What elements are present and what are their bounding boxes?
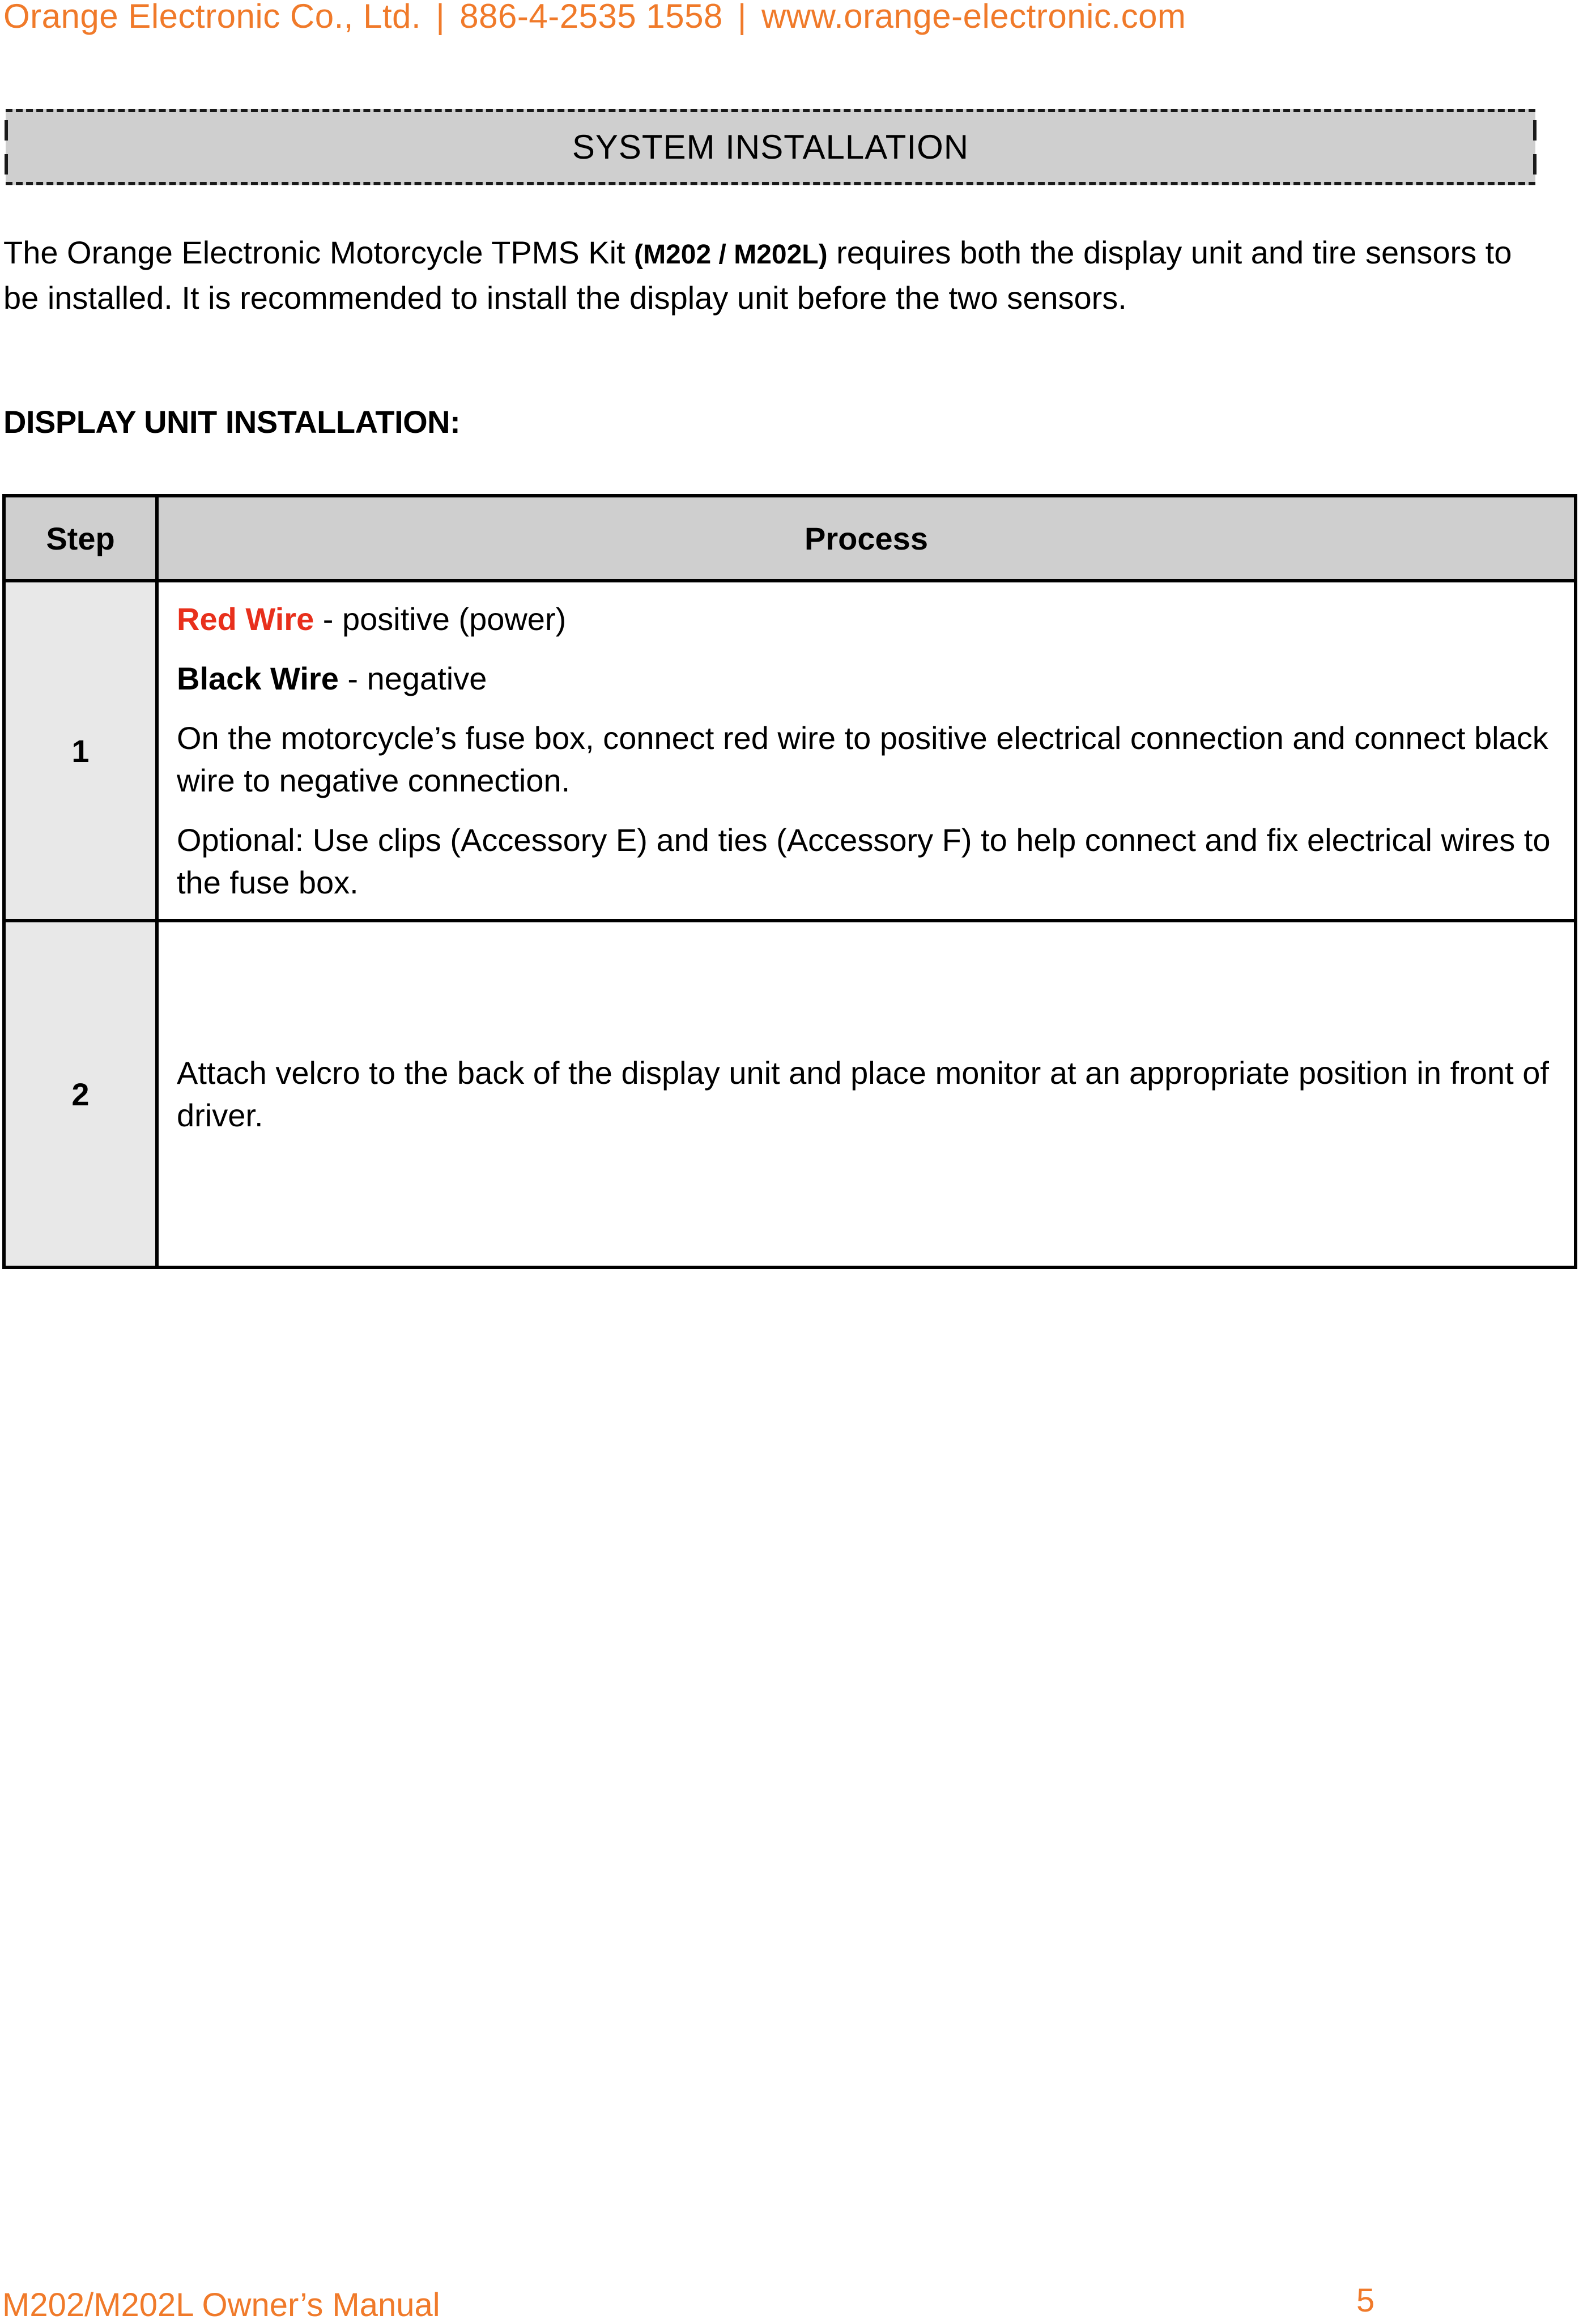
manual-title-footer: M202/M202L Owner’s Manual (2, 2287, 440, 2323)
banner-dashed-edge (1533, 120, 1537, 177)
optional-instruction: Optional: Use clips (Accessory E) and ties (Accessory F) to help connect and fix electrical wires to the fuse box. (177, 822, 1551, 900)
table-header-row (4, 496, 1576, 581)
banner-dashed-edge (5, 120, 8, 177)
red-wire-desc: - positive (power) (314, 601, 567, 637)
header-separator: | (737, 0, 747, 35)
step-column-header: Step (4, 496, 157, 581)
header-separator: | (436, 0, 445, 35)
process-cell (157, 581, 1576, 921)
page-header (3, 0, 1186, 36)
red-wire-label: Red Wire (177, 601, 314, 637)
display-unit-subheading: DISPLAY UNIT INSTALLATION: (3, 404, 461, 440)
black-wire-label: Black Wire (177, 661, 339, 696)
black-wire-line (177, 657, 1557, 700)
model-number: (M202 / M202L) (634, 240, 828, 270)
velcro-instruction: Attach velcro to the back of the display unit and place monitor at an appropriate position in front of driver. (177, 1055, 1549, 1133)
intro-text-start: The Orange Electronic Motorcycle TPMS Kit (3, 235, 635, 270)
company-website[interactable]: www.orange-electronic.com (761, 0, 1186, 35)
section-title: SYSTEM INSTALLATION (572, 128, 969, 166)
process-cell (157, 921, 1576, 1267)
black-wire-desc: - negative (338, 661, 487, 696)
page-number: 5 (1356, 2282, 1375, 2319)
installation-steps-table (2, 494, 1577, 1269)
fuse-box-instruction: On the motorcycle’s fuse box, connect red wire to positive electrical connection and connect black wire to negative connection. (177, 720, 1548, 798)
process-column-header: Process (157, 496, 1576, 581)
red-wire-line (177, 598, 1557, 640)
company-name: Orange Electronic Co., Ltd. (3, 0, 422, 35)
step-number: 1 (4, 581, 157, 921)
table-row (4, 581, 1576, 921)
intro-paragraph (3, 231, 1556, 320)
intro-text-end: requires both the display unit and tire sensors to be installed. It is recommended to install the display unit before the two sensors. (3, 235, 1512, 316)
company-phone: 886-4-2535 1558 (459, 0, 723, 35)
table-row (4, 921, 1576, 1267)
section-title-banner (6, 109, 1535, 185)
step-number: 2 (4, 921, 157, 1267)
